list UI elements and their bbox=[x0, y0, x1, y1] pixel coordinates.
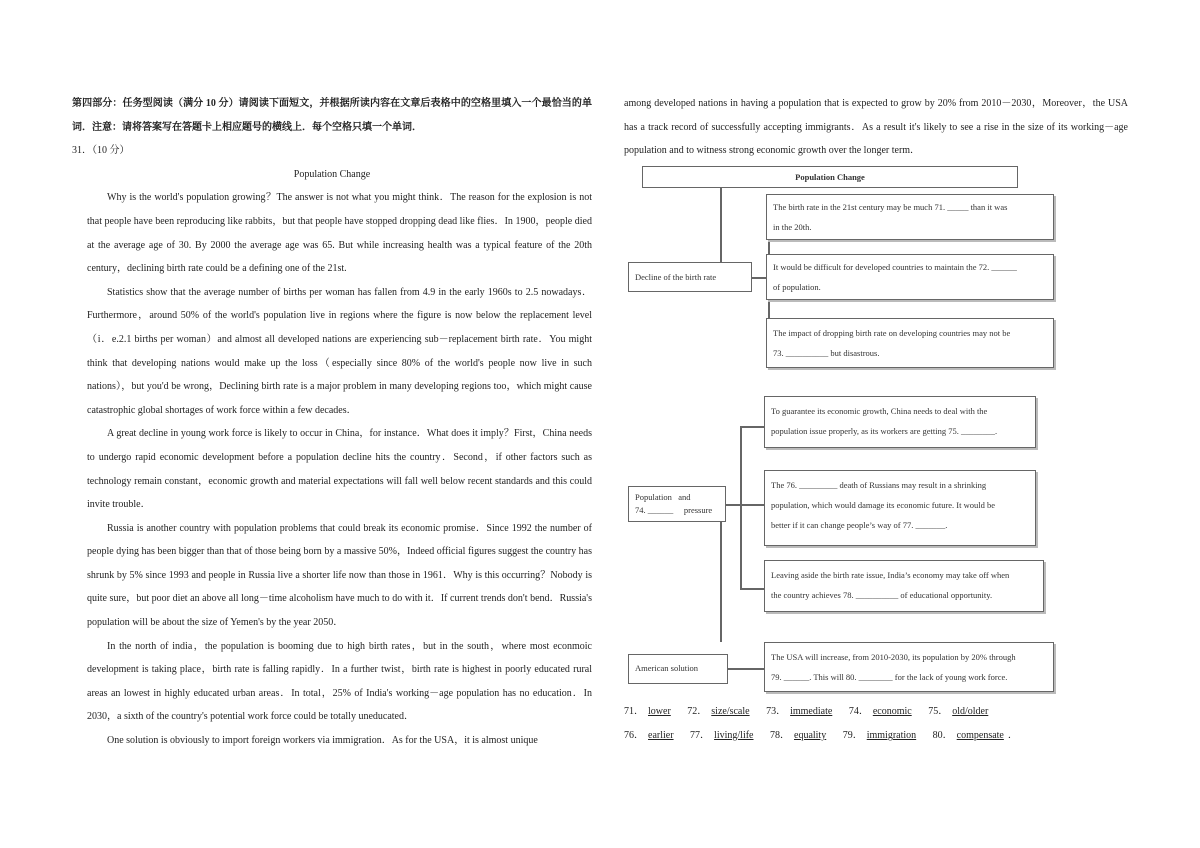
left-column bbox=[72, 92, 592, 753]
answer-number: 79． bbox=[842, 730, 863, 741]
passage-paragraph-1: Why is the world's population growing？The answer is not what you might think．The reason for the explosion is not that people have been reproducing like rabbits，but that people have stopped dropping dead like flies．In 1900，people died at the average age of 30. By 2000 the average age was 65. But while increasing health was a typical feature of the 20th century，declining birth rate could be a defining one of the 21st. bbox=[87, 192, 592, 275]
answer-text: immediate bbox=[790, 706, 833, 717]
answer-76 bbox=[624, 730, 678, 741]
connector-line bbox=[728, 668, 764, 670]
box-line: It would be difficult for developed countries to maintain the 72. ______ bbox=[773, 262, 1017, 272]
category-line: 74. ______ pressure bbox=[635, 505, 713, 515]
box-line: 73. __________ but disastrous. bbox=[773, 348, 880, 358]
box-line: of population. bbox=[773, 282, 821, 292]
box-line: better if it can change people’s way of 77. _______. bbox=[771, 520, 948, 530]
answer-text: immigration bbox=[866, 730, 917, 741]
passage-title: Population Change bbox=[293, 168, 371, 180]
box-question-73 bbox=[766, 318, 1054, 368]
answer-72 bbox=[687, 706, 753, 717]
answer-number: 78． bbox=[770, 730, 790, 741]
box-question-78 bbox=[764, 560, 1044, 612]
box-line: population, which would damage its economic future. It would be bbox=[771, 500, 996, 510]
answer-number: 73． bbox=[766, 706, 787, 717]
box-line: in the 20th. bbox=[773, 222, 812, 232]
answer-key bbox=[624, 700, 1144, 748]
answer-79 bbox=[843, 730, 920, 741]
population-change-diagram bbox=[624, 164, 1064, 704]
answer-80 bbox=[933, 730, 1018, 741]
category-american-solution: American solution bbox=[628, 654, 728, 684]
category-decline-birth-rate: Decline of the birth rate bbox=[628, 262, 752, 292]
section-instruction: 第四部分：任务型阅读（满分 10 分）请阅读下面短文，并根据所读内容在文章后表格中的空格里填入一个最恰当的单词．注意：请将答案写在答题卡上相应题号的横线上．每个空格只填一个单词． bbox=[72, 98, 592, 133]
connector-line bbox=[720, 504, 722, 642]
answer-number: 80． bbox=[932, 730, 953, 741]
box-question-76-77 bbox=[764, 470, 1036, 546]
answer-number: 72． bbox=[687, 706, 708, 717]
answer-text: equality bbox=[794, 730, 827, 741]
answer-text: living/life bbox=[714, 730, 754, 741]
connector-line bbox=[740, 426, 764, 428]
passage-paragraph-4: Russia is another country with population problems that could break its economic promise．Since 1992 the number of people dying has been bigger than that of those being born by a massive 50%，Indeed official figures suggest the country has shrunk by 5% since 1993 and people in Russia live a shorter life now than those in 1961．Why is this occurring？Nobody is quite sure，but poor diet an above all long－time alcoholism have much to do with it．If current trends don't bend．Russia's population will be about the size of Yemen's by the year 2050． bbox=[87, 522, 592, 629]
category-line: Population and bbox=[635, 492, 691, 502]
passage-paragraph-6: One solution is obviously to import foreign workers via immigration．As for the USA，it is almost unique bbox=[107, 735, 538, 747]
box-question-79-80 bbox=[764, 642, 1054, 692]
answer-75 bbox=[928, 706, 992, 717]
answer-text: old/older bbox=[952, 706, 989, 717]
answer-number: 71． bbox=[624, 706, 644, 717]
answer-74 bbox=[849, 706, 916, 717]
answer-row-1 bbox=[624, 700, 1144, 724]
passage-continuation: among developed nations in having a population that is expected to grow by 20% from 2010－2030，Moreover，the USA has a track record of successfully accepting immigrants．As a result it's likely to see a rise in the size of its working－age population and to witness strong economic growth over the longer term． bbox=[624, 98, 1128, 157]
question-number: 31．（10 分） bbox=[72, 145, 130, 157]
end-mark: ． bbox=[1007, 730, 1018, 741]
connector-line bbox=[740, 504, 764, 506]
box-line: the country achieves 78. __________ of educational opportunity. bbox=[771, 590, 993, 600]
right-column bbox=[624, 92, 1128, 163]
connector-line bbox=[740, 426, 742, 588]
box-line: The impact of dropping birth rate on developing countries may not be bbox=[773, 328, 1011, 338]
passage-paragraph-3: A great decline in young work force is likely to occur in China，for instance．What does it imply？First，China needs to undergo rapid economic development before a population decline hits the country．Second，if other factors such as technology remain constant，economic growth and material expectations will fall well below recent standards and this could invite trouble． bbox=[87, 428, 592, 511]
answer-77 bbox=[690, 730, 757, 741]
box-line: Leaving aside the birth rate issue, India’s economy may take off when bbox=[771, 570, 1010, 580]
answer-71 bbox=[624, 706, 675, 717]
box-line: population issue properly, as its workers are getting 75. ________. bbox=[771, 426, 998, 436]
connector-line bbox=[720, 188, 722, 262]
box-line: 79. ______. This will 80. ________ for the lack of young work force. bbox=[771, 672, 1008, 682]
answer-number: 74． bbox=[848, 706, 869, 717]
connector-line bbox=[726, 504, 740, 506]
category-population-pressure bbox=[628, 486, 726, 522]
answer-78 bbox=[770, 730, 830, 741]
passage-paragraph-5: In the north of india，the population is booming due to high birth rates，but in the south，where most econmoic development is taking place，birth rate is falling rapidly．In a further twist，birth rate is highest in poorly educated rural areas an lowest in highly educated urban areas．In total，25% of India's working－age population has no education．In 2030，a sixth of the country's potential work force could be totally uneducated． bbox=[87, 640, 592, 723]
answer-number: 77． bbox=[690, 730, 711, 741]
answer-text: lower bbox=[648, 706, 671, 717]
answer-text: earlier bbox=[648, 730, 674, 741]
passage-paragraph-2: Statistics show that the average number of births per woman has fallen from 4.9 in the early 1960s to 2.5 nowadays．Furthermore，around 50% of the world's population live in regions where the figure is now below the replacement level（i．e.2.1 births per woman）and almost all developed nations are experiencing sub－replacement birth rate．You might think that developing nations would make up the loss（especially since 80% of the world's people now live in such nations），but you'd be wrong，Declining birth rate is a major problem in many developing regions too，which might cause catastrophic global shortages of work force within a few decades． bbox=[87, 286, 592, 416]
box-line: The birth rate in the 21st century may be much 71. _____ than it was bbox=[773, 202, 1008, 212]
answer-73 bbox=[766, 706, 836, 717]
answer-text: economic bbox=[872, 706, 912, 717]
box-line: The USA will increase, from 2010-2030, its population by 20% through bbox=[771, 652, 1016, 662]
answer-number: 76． bbox=[624, 730, 644, 741]
answer-row-2 bbox=[624, 724, 1144, 748]
diagram-header: Population Change bbox=[642, 166, 1018, 188]
box-line: The 76. _________ death of Russians may result in a shrinking bbox=[771, 480, 987, 490]
answer-text: compensate bbox=[956, 730, 1004, 741]
answer-text: size/scale bbox=[711, 706, 750, 717]
answer-number: 75． bbox=[928, 706, 949, 717]
box-question-71 bbox=[766, 194, 1054, 240]
box-question-75 bbox=[764, 396, 1036, 448]
box-question-72 bbox=[766, 254, 1054, 300]
box-line: To guarantee its economic growth, China needs to deal with the bbox=[771, 406, 988, 416]
connector-line bbox=[740, 588, 764, 590]
